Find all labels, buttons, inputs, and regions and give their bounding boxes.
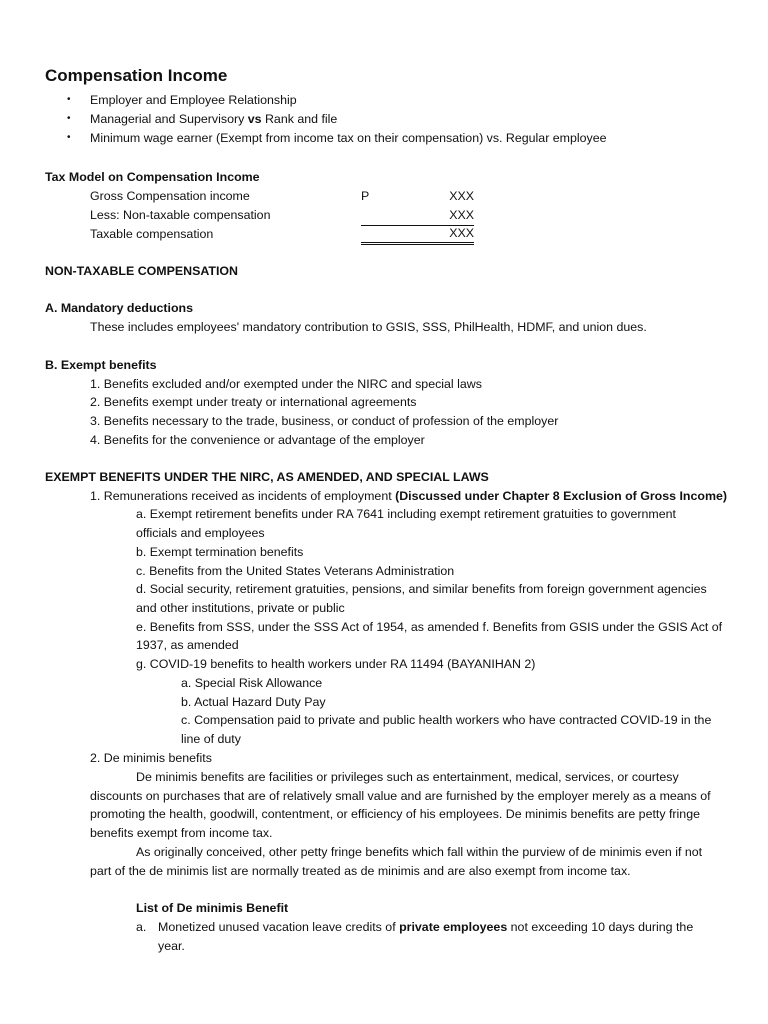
exempt-item-1 (90, 487, 727, 506)
item-text: 1. Remunerations received as incidents of employment (90, 489, 396, 503)
item-bold: private employees (399, 920, 508, 934)
covid-item-a: a. Special Risk Allowance (181, 676, 323, 690)
bullet-text: Managerial and Supervisory (90, 112, 245, 126)
covid-item-b: b. Actual Hazard Duty Pay (181, 695, 326, 709)
bullet-dot: • (67, 94, 71, 105)
list-marker: a. (136, 920, 147, 934)
sub-item-d-cont: and other institutions, private or public (136, 601, 345, 615)
page-title: Compensation Income (45, 66, 228, 85)
sub-item-c: c. Benefits from the United States Veterans Administration (136, 564, 455, 578)
de-minimis-list-heading: List of De minimis Benefit (136, 901, 289, 915)
covid-item-c-cont: line of duty (181, 732, 241, 746)
item-bold-note: (Discussed under Chapter 8 Exclusion of Gross Income) (395, 489, 727, 503)
tax-model-value-double-underlined: XXX (361, 225, 474, 245)
bullet-dot: • (67, 113, 71, 124)
sub-item-a-cont: officials and employees (136, 526, 265, 540)
item-text: not exceeding 10 days during the year. (158, 920, 694, 953)
tax-model-value: XXX (449, 189, 474, 203)
section-b-item: 2. Benefits exempt under treaty or international agreements (90, 395, 417, 409)
item-text: Monetized unused vacation leave credits of (158, 920, 400, 934)
section-b-item: 4. Benefits for the convenience or advantage of the employer (90, 433, 425, 447)
bullet-item-managerial (90, 110, 337, 129)
bullet-item-relationship: Employer and Employee Relationship (90, 93, 297, 107)
tax-model-currency: P (361, 189, 370, 203)
section-a-text: These includes employees' mandatory contribution to GSIS, SSS, PhilHealth, HDMF, and union dues. (90, 320, 647, 334)
sub-item-g: g. COVID-19 benefits to health workers under RA 11494 (BAYANIHAN 2) (136, 657, 536, 671)
section-b-item: 1. Benefits excluded and/or exempted under the NIRC and special laws (90, 377, 482, 391)
bullet-dot: • (67, 132, 71, 143)
exempt-item-2: 2. De minimis benefits (90, 751, 212, 765)
section-b-heading: B. Exempt benefits (45, 358, 157, 372)
tax-model-row-label: Less: Non-taxable compensation (90, 208, 271, 222)
bullet-item-minimum-wage: Minimum wage earner (Exempt from income tax on their compensation) vs. Regular employee (90, 131, 607, 145)
de-minimis-paragraph: De minimis benefits are facilities or privileges such as entertainment, medical, services, or courtesy discounts on purchases that are of relatively small value and are furnished by the employer merely as a means of promoting the health, goodwill, contentment, or efficiency of his employees. De minimis benefits are petty fringe benefits exempt from income tax. (90, 770, 711, 840)
section-a-heading: A. Mandatory deductions (45, 301, 194, 315)
sub-item-a: a. Exempt retirement benefits under RA 7641 including exempt retirement gratuities to government (136, 507, 676, 521)
de-minimis-paragraph: As originally conceived, other petty fringe benefits which fall within the purview of de minimis even if not part of the de minimis list are normally treated as de minimis and are also exempt from income tax. (90, 845, 703, 878)
sub-item-e: e. Benefits from SSS, under the SSS Act of 1954, as amended f. Benefits from GSIS under the GSIS Act of (136, 620, 723, 634)
de-minimis-list-item (158, 918, 706, 955)
section-b-item: 3. Benefits necessary to the trade, business, or conduct of profession of the employer (90, 414, 559, 428)
tax-model-value-underlined: XXX (361, 206, 474, 226)
tax-model-row-label: Gross Compensation income (90, 189, 250, 203)
section-heading: NON-TAXABLE COMPENSATION (45, 264, 238, 278)
sub-item-b: b. Exempt termination benefits (136, 545, 304, 559)
bullet-text: Rank and file (264, 112, 338, 126)
section-heading: EXEMPT BENEFITS UNDER THE NIRC, AS AMENDED, AND SPECIAL LAWS (45, 470, 489, 484)
sub-item-e-cont: 1937, as amended (136, 638, 239, 652)
sub-item-d: d. Social security, retirement gratuities, pensions, and similar benefits from foreign government agencies (136, 582, 707, 596)
covid-item-c: c. Compensation paid to private and public health workers who have contracted COVID-19 in the (181, 713, 712, 727)
tax-model-row-label: Taxable compensation (90, 227, 214, 241)
tax-model-heading: Tax Model on Compensation Income (45, 170, 260, 184)
bullet-vs: vs (247, 112, 262, 126)
